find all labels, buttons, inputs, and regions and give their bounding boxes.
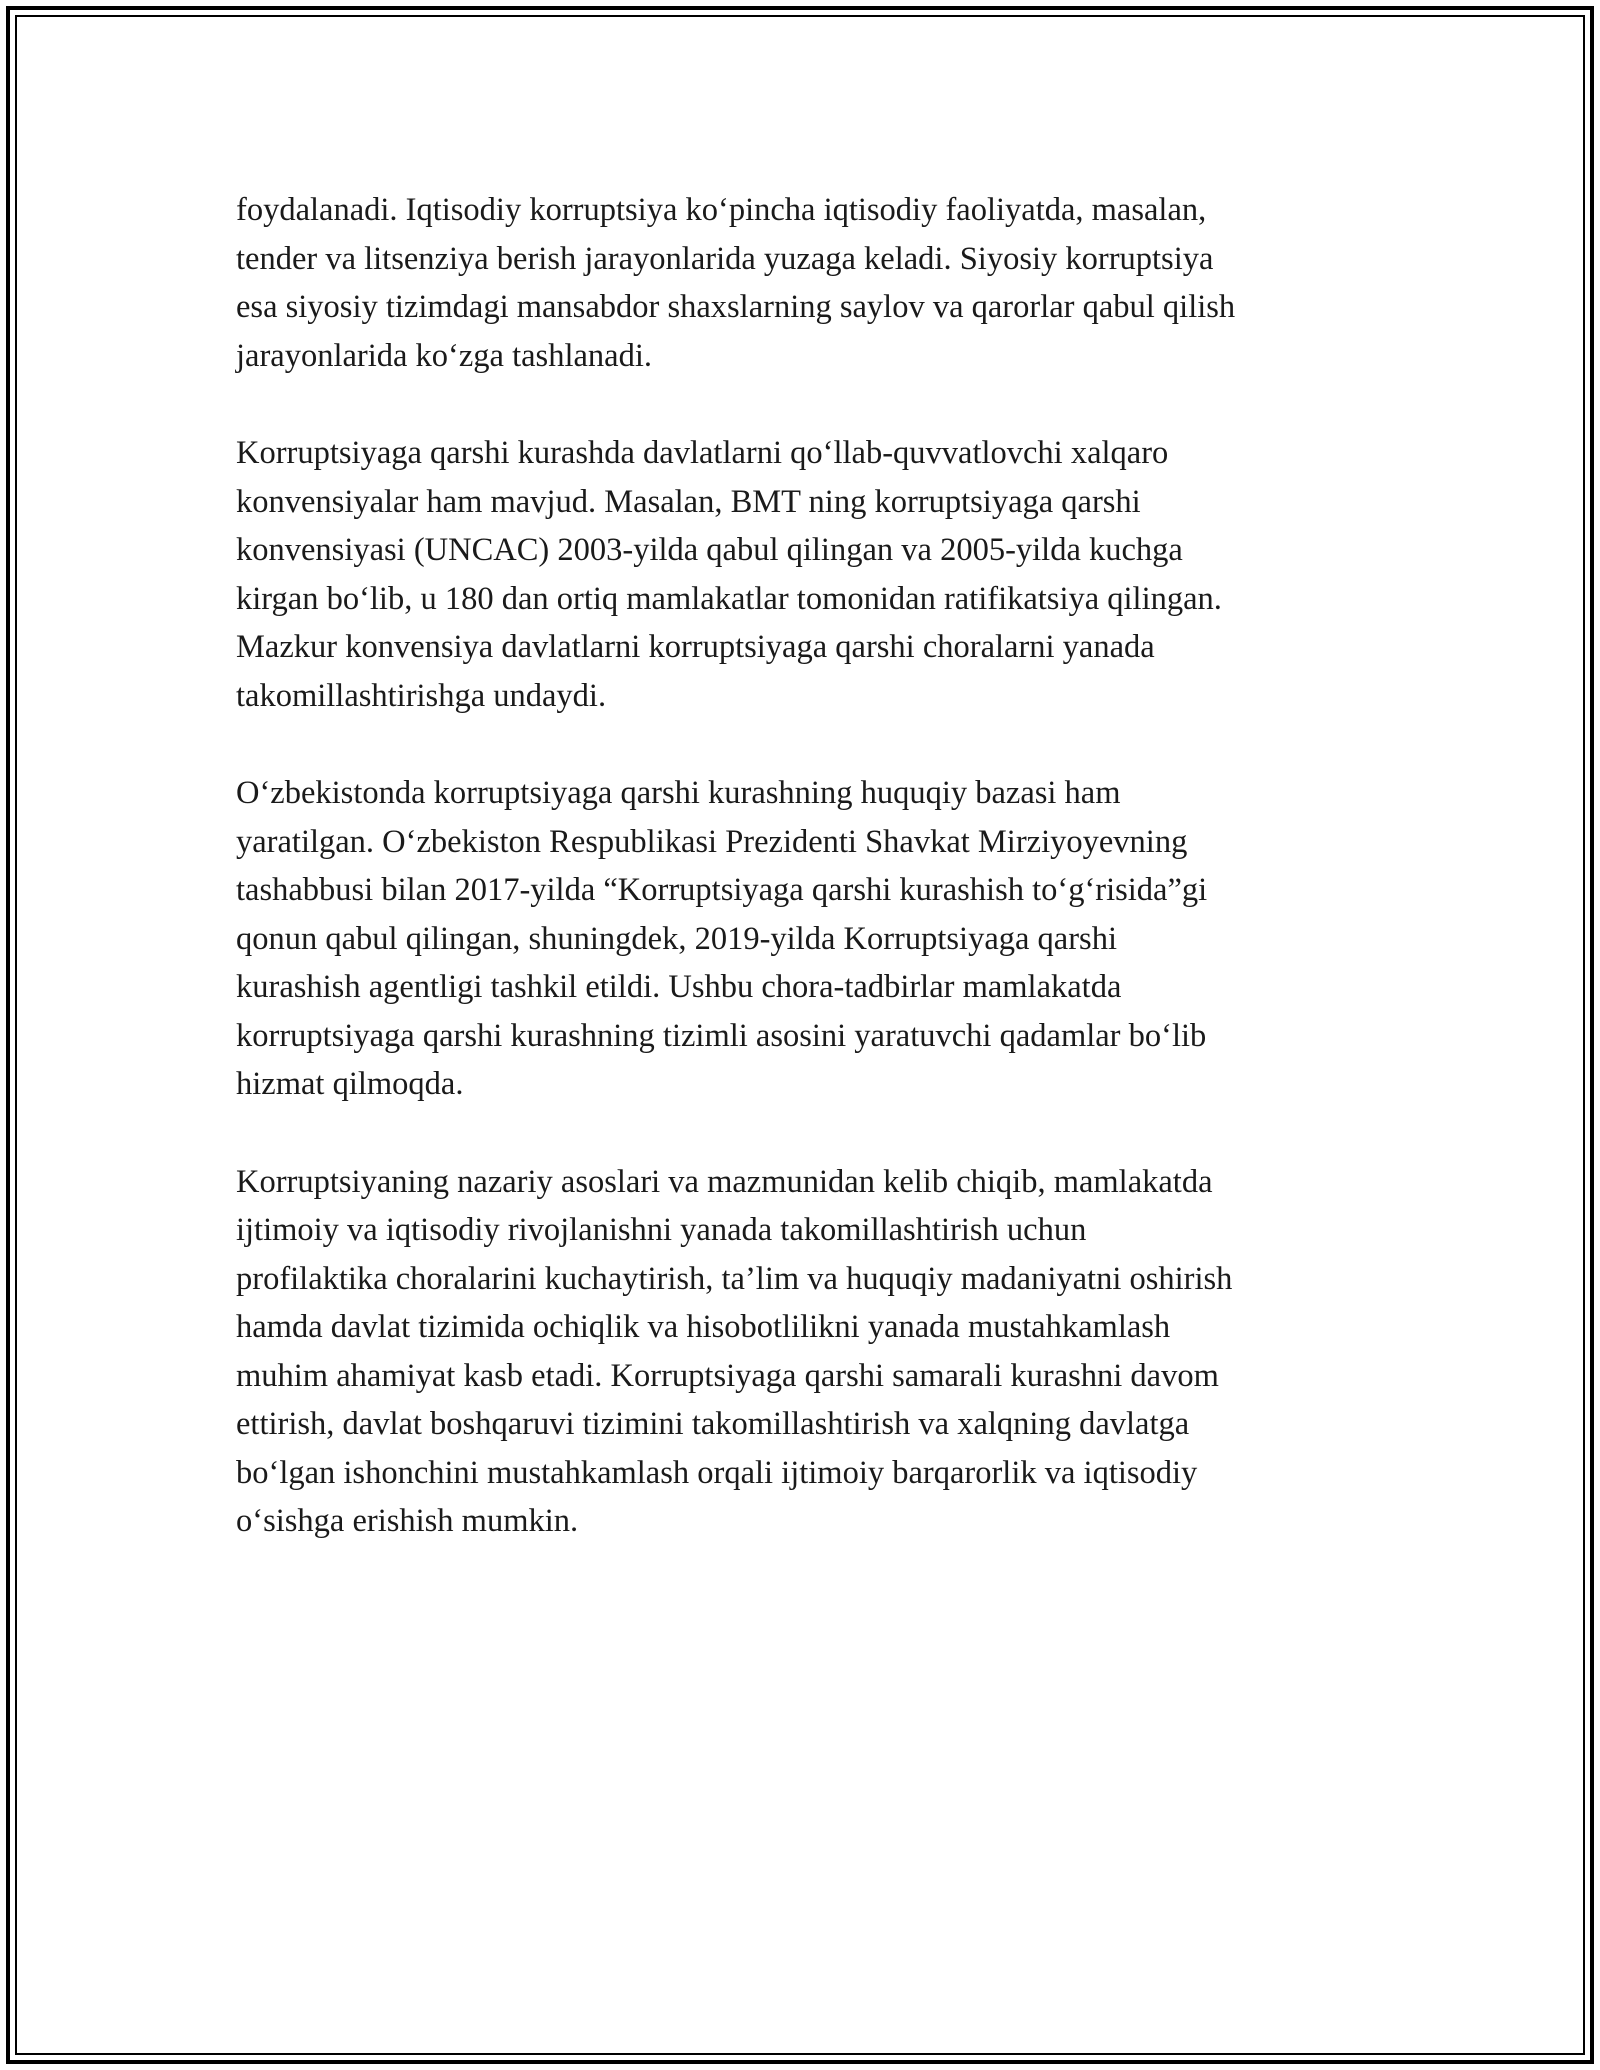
text-line: profilaktika choralarini kuchaytirish, ta’lim va huquqiy madaniyatni oshirish bbox=[236, 1260, 1233, 1297]
text-line: Korruptsiyaga qarshi kurashda davlatlarni qo‘llab-quvvatlovchi xalqaro bbox=[236, 435, 1169, 471]
text-line: o‘sishga erishish mumkin. bbox=[236, 1503, 579, 1539]
text-line: foydalanadi. Iqtisodiy korruptsiya ko‘pincha iqtisodiy faoliyatda, masalan, bbox=[236, 192, 1207, 228]
text-line: korruptsiyaga qarshi kurashning tizimli asosini yaratuvchi qadamlar bo‘lib bbox=[236, 1017, 1207, 1054]
text-line: hizmat qilmoqda. bbox=[236, 1066, 464, 1102]
text-line: yaratilgan. O‘zbekiston Respublikasi Prezidenti Shavkat Mirziyoyevning bbox=[236, 823, 1188, 860]
paragraph-1 bbox=[236, 186, 1376, 380]
text-line: konvensiyasi (UNCAC) 2003-yilda qabul qilingan va 2005-yilda kuchga bbox=[236, 532, 1183, 568]
text-line: esa siyosiy tizimdagi mansabdor shaxslarning saylov va qarorlar qabul qilish bbox=[236, 289, 1236, 325]
text-line: takomillashtirishga undaydi. bbox=[236, 677, 607, 714]
document-body bbox=[236, 186, 1376, 1595]
text-line: muhim ahamiyat kasb etadi. Korruptsiyaga qarshi samarali kurashni davom bbox=[236, 1357, 1219, 1394]
text-line: Mazkur konvensiya davlatlarni korruptsiyaga qarshi choralarni yanada bbox=[236, 629, 1155, 665]
text-line: ijtimoiy va iqtisodiy rivojlanishni yanada takomillashtirish uchun bbox=[236, 1212, 1087, 1248]
text-line: qonun qabul qilingan, shuningdek, 2019-yilda Korruptsiyaga qarshi bbox=[236, 920, 1117, 957]
text-line: jarayonlarida ko‘zga tashlanadi. bbox=[236, 337, 652, 374]
text-line: bo‘lgan ishonchini mustahkamlash orqali ijtimoiy barqarorlik va iqtisodiy bbox=[236, 1454, 1198, 1491]
text-line: konvensiyalar ham mavjud. Masalan, BMT ning korruptsiyaga qarshi bbox=[236, 483, 1141, 520]
paragraph-3 bbox=[236, 769, 1376, 1109]
paragraph-4 bbox=[236, 1158, 1376, 1546]
text-line: hamda davlat tizimida ochiqlik va hisobotlilikni yanada mustahkamlash bbox=[236, 1309, 1171, 1345]
text-line: ettirish, davlat boshqaruvi tizimini takomillashtirish va xalqning davlatga bbox=[236, 1406, 1190, 1442]
text-line: O‘zbekistonda korruptsiyaga qarshi kurashning huquqiy bazasi ham bbox=[236, 775, 1121, 811]
text-line: kurashish agentligi tashkil etildi. Ushbu chora-tadbirlar mamlakatda bbox=[236, 969, 1122, 1005]
text-line: tender va litsenziya berish jarayonlarida yuzaga keladi. Siyosiy korruptsiya bbox=[236, 240, 1214, 277]
text-line: tashabbusi bilan 2017-yilda “Korruptsiyaga qarshi kurashish to‘g‘risida”gi bbox=[236, 872, 1208, 908]
text-line: kirgan bo‘lib, u 180 dan ortiq mamlakatlar tomonidan ratifikatsiya qilingan. bbox=[236, 580, 1222, 617]
text-line: Korruptsiyaning nazariy asoslari va mazmunidan kelib chiqib, mamlakatda bbox=[236, 1163, 1213, 1200]
paragraph-2 bbox=[236, 429, 1376, 720]
